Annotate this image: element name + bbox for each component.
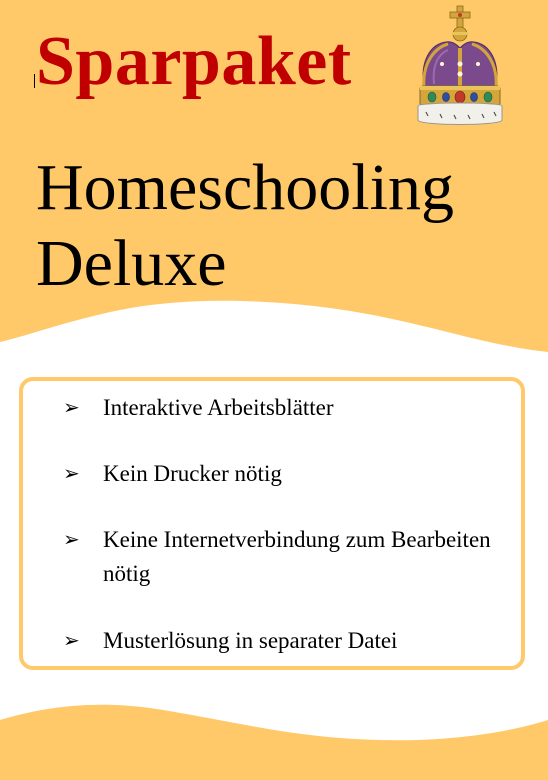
list-item [63, 624, 503, 658]
feature-text: Interaktive Arbeitsblätter [103, 395, 334, 420]
feature-text: Kein Drucker nötig [103, 461, 282, 486]
main-title-line-2: Deluxe [36, 227, 227, 300]
main-title-line-1: Homeschooling [36, 151, 454, 224]
arrow-bullet-icon: ➢ [63, 397, 80, 419]
crown-icon [412, 4, 508, 136]
badge-title: Sparpaket [36, 23, 352, 100]
list-item [63, 391, 503, 425]
arrow-bullet-icon: ➢ [63, 630, 80, 652]
list-item [63, 523, 503, 591]
feature-list [23, 381, 521, 666]
feature-text: Musterlösung in separater Datei [103, 628, 398, 653]
main-title [36, 150, 454, 302]
feature-box [19, 377, 525, 670]
feature-text: Keine Internetverbindung zum Bearbeiten nötig [103, 527, 491, 586]
arrow-bullet-icon: ➢ [63, 463, 80, 485]
arrow-bullet-icon: ➢ [63, 529, 80, 551]
text-cursor [34, 74, 35, 88]
list-item [63, 457, 503, 491]
bottom-wave-background [0, 690, 548, 780]
